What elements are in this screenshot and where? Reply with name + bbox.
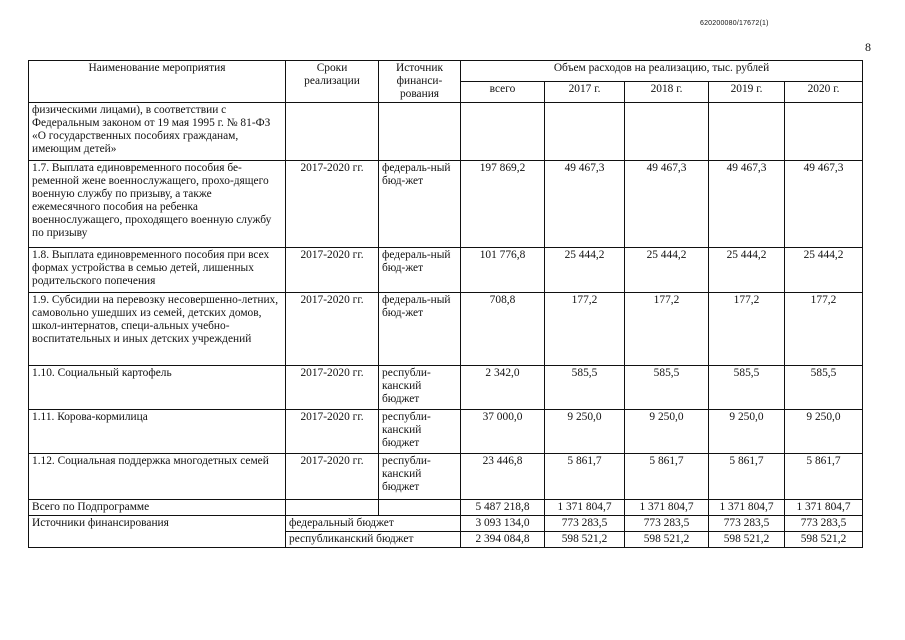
row-2018: 25 444,2 <box>625 248 709 293</box>
row-source: федераль-ный бюд-жет <box>379 161 461 248</box>
row-2017 <box>545 103 625 161</box>
budget-table <box>28 60 863 548</box>
header-2019: 2019 г. <box>709 82 785 103</box>
table-row <box>29 103 863 161</box>
row-2020: 177,2 <box>785 293 863 366</box>
row-2020: 5 861,7 <box>785 454 863 500</box>
row-2019: 177,2 <box>709 293 785 366</box>
federal-row <box>29 516 863 532</box>
total-2017: 1 371 804,7 <box>545 500 625 516</box>
header-total: всего <box>461 82 545 103</box>
row-source: республи-канский бюджет <box>379 366 461 410</box>
row-total: 2 342,0 <box>461 366 545 410</box>
table-row <box>29 366 863 410</box>
row-2018: 5 861,7 <box>625 454 709 500</box>
header-2018: 2018 г. <box>625 82 709 103</box>
row-period: 2017-2020 гг. <box>286 293 379 366</box>
row-2017: 25 444,2 <box>545 248 625 293</box>
total-all: 5 487 218,8 <box>461 500 545 516</box>
row-2019: 585,5 <box>709 366 785 410</box>
table-row <box>29 161 863 248</box>
federal-2019: 773 283,5 <box>709 516 785 532</box>
row-2020: 25 444,2 <box>785 248 863 293</box>
row-period <box>286 103 379 161</box>
row-period: 2017-2020 гг. <box>286 454 379 500</box>
row-2019: 49 467,3 <box>709 161 785 248</box>
row-2017: 49 467,3 <box>545 161 625 248</box>
row-name: 1.12. Социальная поддержка многодетных семей <box>29 454 286 500</box>
header-name: Наименование мероприятия <box>29 61 286 103</box>
total-2018: 1 371 804,7 <box>625 500 709 516</box>
row-2020: 9 250,0 <box>785 410 863 454</box>
federal-all: 3 093 134,0 <box>461 516 545 532</box>
row-name: 1.9. Субсидии на перевозку несовершенно-летних, самовольно ушедших из семей, детских домов, школ-интернатов, специ-альных учебно-воспитательных и иных детских учреждений <box>29 293 286 366</box>
row-period: 2017-2020 гг. <box>286 366 379 410</box>
republic-2017: 598 521,2 <box>545 532 625 548</box>
table-row <box>29 248 863 293</box>
row-total: 197 869,2 <box>461 161 545 248</box>
total-2019: 1 371 804,7 <box>709 500 785 516</box>
row-2020 <box>785 103 863 161</box>
row-name: 1.11. Корова-кормилица <box>29 410 286 454</box>
row-2018: 585,5 <box>625 366 709 410</box>
row-2019: 25 444,2 <box>709 248 785 293</box>
header-source: Источник финанси-рования <box>379 61 461 103</box>
row-period: 2017-2020 гг. <box>286 248 379 293</box>
row-source: республи-канский бюджет <box>379 410 461 454</box>
row-source: федераль-ный бюд-жет <box>379 248 461 293</box>
republic-label: республиканский бюджет <box>286 532 461 548</box>
republic-2018: 598 521,2 <box>625 532 709 548</box>
row-source: федераль-ный бюд-жет <box>379 293 461 366</box>
row-2019: 9 250,0 <box>709 410 785 454</box>
page-number: 8 <box>865 40 871 54</box>
row-2018: 49 467,3 <box>625 161 709 248</box>
header-2017: 2017 г. <box>545 82 625 103</box>
row-total: 37 000,0 <box>461 410 545 454</box>
row-name: 1.10. Социальный картофель <box>29 366 286 410</box>
row-name: 1.7. Выплата единовременного пособия бе-ременной жене военнослужащего, прохо-дящего военную службу по призыву, а также ежемесячного пособия на ребенка военнослужащего, проходящего военную службу по призыву <box>29 161 286 248</box>
row-2018 <box>625 103 709 161</box>
row-name: физическими лицами), в соответствии с Федеральным законом от 19 мая 1995 г. № 81-ФЗ «О государственных пособиях гражданам, имеющим детей» <box>29 103 286 161</box>
table-row <box>29 410 863 454</box>
republic-all: 2 394 084,8 <box>461 532 545 548</box>
row-name: 1.8. Выплата единовременного пособия при всех формах устройства в семью детей, лишенных родительского попечения <box>29 248 286 293</box>
row-total: 708,8 <box>461 293 545 366</box>
row-2018: 9 250,0 <box>625 410 709 454</box>
federal-label: федеральный бюджет <box>286 516 461 532</box>
row-total: 101 776,8 <box>461 248 545 293</box>
total-2020: 1 371 804,7 <box>785 500 863 516</box>
row-2020: 49 467,3 <box>785 161 863 248</box>
table-row <box>29 293 863 366</box>
total-label: Всего по Подпрограмме <box>29 500 286 516</box>
row-period: 2017-2020 гг. <box>286 410 379 454</box>
federal-2017: 773 283,5 <box>545 516 625 532</box>
republic-2020: 598 521,2 <box>785 532 863 548</box>
document-id: 620200080/17672(1) <box>700 20 769 27</box>
row-period: 2017-2020 гг. <box>286 161 379 248</box>
sources-label: Источники финансирования <box>29 516 286 548</box>
row-source: республи-канский бюджет <box>379 454 461 500</box>
header-volume: Объем расходов на реализацию, тыс. рублей <box>461 61 863 82</box>
row-2020: 585,5 <box>785 366 863 410</box>
table-row <box>29 454 863 500</box>
header-2020: 2020 г. <box>785 82 863 103</box>
row-2017: 177,2 <box>545 293 625 366</box>
header-period: Сроки реализации <box>286 61 379 103</box>
republic-2019: 598 521,2 <box>709 532 785 548</box>
row-2017: 585,5 <box>545 366 625 410</box>
row-source <box>379 103 461 161</box>
federal-2018: 773 283,5 <box>625 516 709 532</box>
row-total: 23 446,8 <box>461 454 545 500</box>
row-total <box>461 103 545 161</box>
row-2018: 177,2 <box>625 293 709 366</box>
row-2017: 5 861,7 <box>545 454 625 500</box>
row-2017: 9 250,0 <box>545 410 625 454</box>
total-row <box>29 500 863 516</box>
row-2019: 5 861,7 <box>709 454 785 500</box>
federal-2020: 773 283,5 <box>785 516 863 532</box>
row-2019 <box>709 103 785 161</box>
